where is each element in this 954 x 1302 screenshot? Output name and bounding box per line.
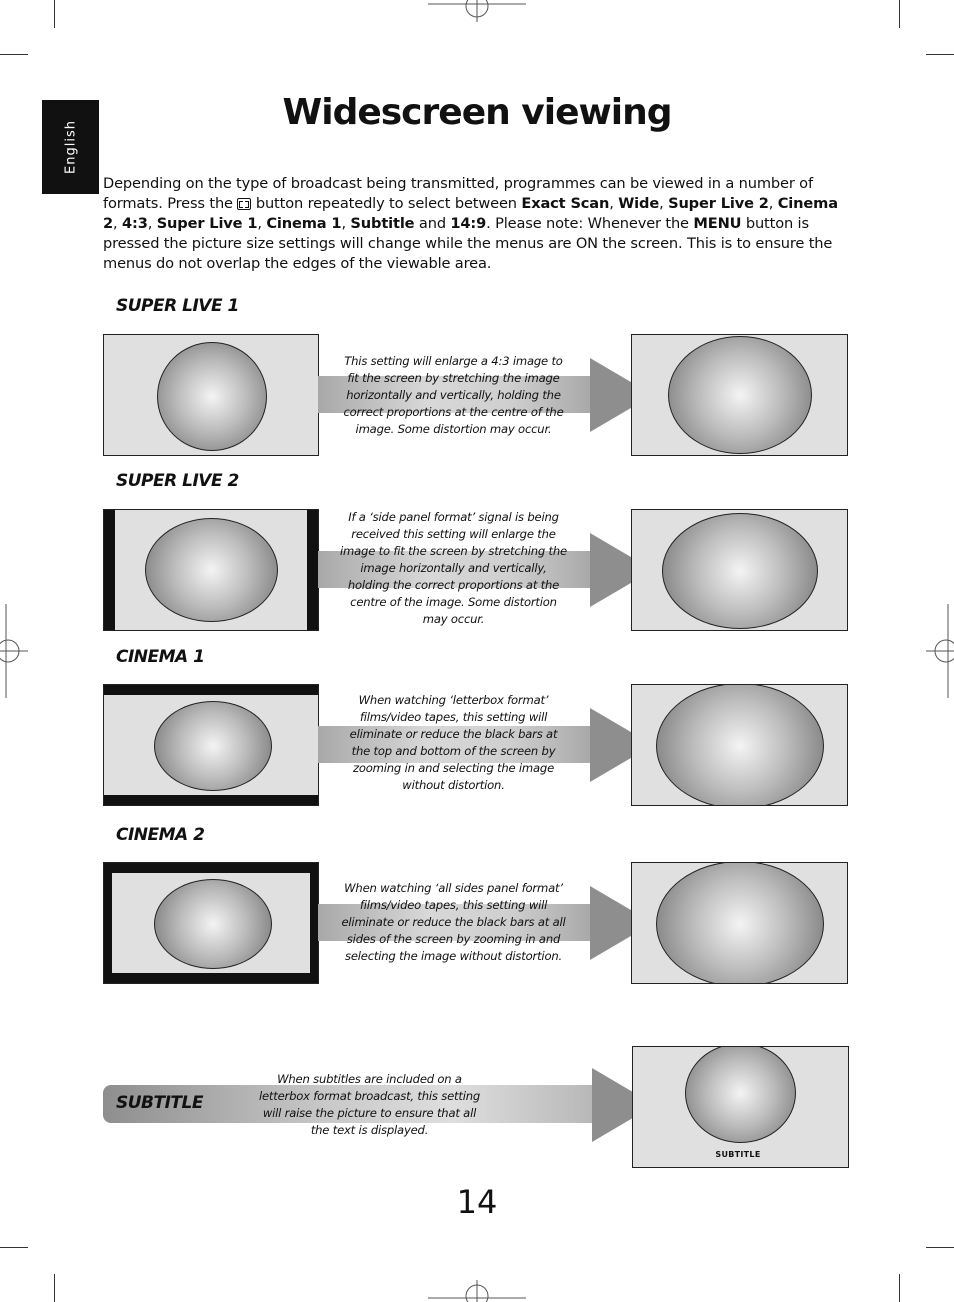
mode-14-9: 14:9: [450, 215, 487, 232]
section-heading-cinema-1: CINEMA 1: [116, 647, 205, 667]
intro-text: Depending on the type of broadcast being transmitted, programmes can be viewed in a number of formats. Press the: [103, 175, 813, 212]
side-panel-bar: [104, 973, 319, 983]
intro-separator: ,: [147, 215, 157, 232]
section-heading-subtitle: SUBTITLE: [116, 1093, 203, 1113]
section-description: When watching ‘letterbox format’ films/video tapes, this setting will eliminate or reduce the black bars at the top and bottom of the screen by zooming in and selecting the image without distortion.: [349, 693, 558, 792]
page-title: Widescreen viewing: [282, 92, 672, 133]
before-screen: [103, 334, 319, 456]
side-panel-bar: [104, 863, 319, 873]
registration-mark-icon: [926, 604, 954, 698]
before-screen: [103, 862, 319, 984]
mode-wide: Wide: [618, 195, 660, 212]
intro-separator: ,: [768, 195, 778, 212]
section-description: When subtitles are included on a letterbox format broadcast, this setting will raise the picture to ensure that all the text is displayed.: [258, 1072, 481, 1137]
intro-separator: ,: [341, 215, 351, 232]
picture-ball-illustration: [145, 518, 278, 622]
subtitle-screen-text: SUBTITLE: [715, 1150, 761, 1159]
intro-text: and: [414, 215, 451, 232]
side-panel-bar: [104, 863, 112, 984]
crop-mark: [0, 1247, 28, 1248]
crop-mark: [899, 0, 900, 28]
mode-cinema-2: Cinema 2: [103, 195, 838, 232]
crop-mark: [926, 54, 954, 55]
after-screen: [631, 862, 848, 984]
crop-mark: [54, 0, 55, 28]
crop-mark: [926, 1247, 954, 1248]
picture-ball-illustration: [656, 684, 824, 806]
crop-mark: [899, 1274, 900, 1302]
section-heading-super-live-2: SUPER LIVE 2: [116, 471, 239, 491]
registration-mark-icon: [0, 604, 28, 698]
after-screen: [631, 334, 848, 456]
side-panel-bar: [104, 510, 115, 631]
mode-exact-scan: Exact Scan: [521, 195, 610, 212]
crop-mark: [54, 1274, 55, 1302]
picture-ball-illustration: [685, 1046, 796, 1143]
intro-separator: ,: [257, 215, 267, 232]
registration-mark-icon: [428, 0, 526, 22]
after-screen: [631, 684, 848, 806]
intro-separator: ,: [609, 195, 619, 212]
intro-separator: ,: [659, 195, 669, 212]
language-tab-label: English: [63, 120, 78, 174]
picture-ball-illustration: [154, 879, 272, 969]
after-screen: [631, 509, 848, 631]
intro-text: . Please note: Whenever the: [486, 215, 694, 232]
picture-ball-illustration: [656, 862, 824, 984]
intro-paragraph: [103, 174, 843, 274]
picture-ball-illustration: [154, 701, 272, 791]
picture-size-button-icon: [237, 198, 251, 210]
section-description: If a ‘side panel format’ signal is being received this setting will enlarge the image to fit the screen by stretching the image horizontally and vertically, holding the correct proportions at the centre of the image. Some distortion may occur.: [340, 510, 567, 626]
crop-mark: [0, 54, 28, 55]
section-description: When watching ‘all sides panel format’ films/video tapes, this setting will eliminate or reduce the black bars at all sides of the screen by zooming in and selecting the image without distortion.: [341, 881, 566, 963]
letterbox-bar: [104, 795, 319, 805]
intro-text: button repeatedly to select between: [251, 195, 522, 212]
section-description: This setting will enlarge a 4:3 image to fit the screen by stretching the image horizontally and vertically, holding the correct proportions at the centre of the image. Some distortion may occur.: [343, 354, 564, 436]
picture-ball-illustration: [662, 513, 818, 629]
letterbox-bar: [104, 685, 319, 695]
side-panel-bar: [307, 510, 318, 631]
mode-super-live-1: Super Live 1: [156, 215, 258, 232]
intro-separator: ,: [113, 215, 122, 232]
registration-mark-icon: [428, 1280, 526, 1302]
menu-button-name: MENU: [693, 215, 742, 232]
section-heading-super-live-1: SUPER LIVE 1: [116, 296, 239, 316]
mode-cinema-1: Cinema 1: [266, 215, 342, 232]
intro-text: button is pressed the picture size settings will change while the menus are ON the screen. This is to ensure the menus do not overlap the edges of the viewable area.: [103, 215, 833, 272]
before-screen: [103, 684, 319, 806]
side-panel-bar: [310, 863, 318, 984]
before-screen: [103, 509, 319, 631]
page-number: 14: [456, 1183, 498, 1221]
mode-super-live-2: Super Live 2: [668, 195, 769, 212]
section-heading-cinema-2: CINEMA 2: [116, 825, 205, 845]
picture-ball-illustration: [157, 342, 267, 451]
mode-subtitle: Subtitle: [350, 215, 415, 232]
picture-ball-illustration: [668, 336, 812, 454]
mode-4-3: 4:3: [122, 215, 148, 232]
